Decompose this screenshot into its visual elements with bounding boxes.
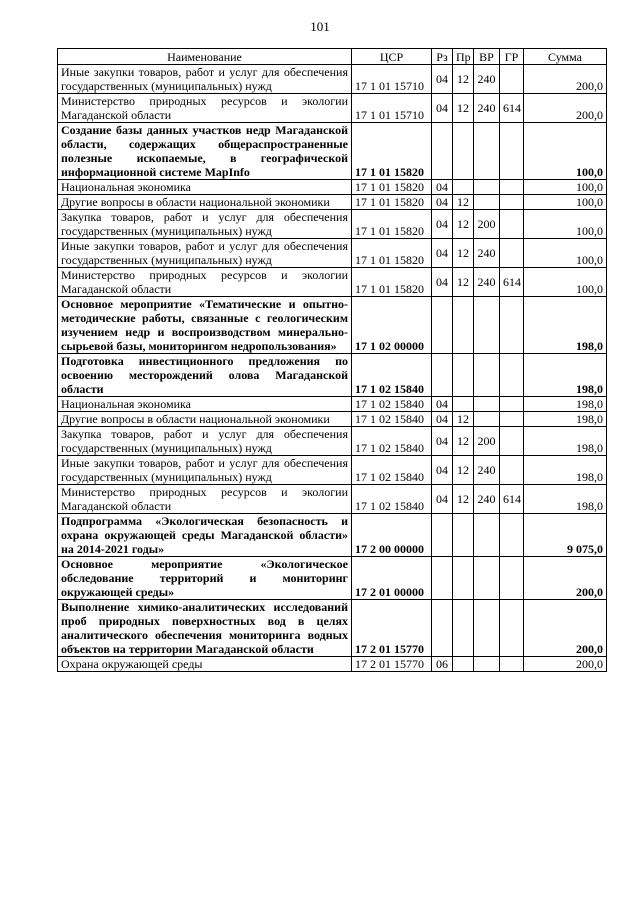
cell-gr <box>500 354 524 397</box>
cell-vr: 200 <box>474 210 500 239</box>
cell-gr <box>500 657 524 672</box>
cell-sum: 198,0 <box>524 354 607 397</box>
table-row <box>58 354 607 397</box>
cell-vr: 240 <box>474 65 500 94</box>
cell-name: Закупка товаров, работ и услуг для обеспечения государственных (муниципальных) нужд <box>58 427 352 456</box>
table-row <box>58 657 607 672</box>
cell-csr: 17 1 02 15840 <box>352 397 432 412</box>
cell-vr: 240 <box>474 485 500 514</box>
cell-sum: 100,0 <box>524 210 607 239</box>
cell-sum: 200,0 <box>524 94 607 123</box>
cell-gr <box>500 600 524 657</box>
table-row <box>58 485 607 514</box>
cell-pr: 12 <box>453 239 474 268</box>
cell-csr: 17 1 02 15840 <box>352 456 432 485</box>
cell-gr <box>500 123 524 180</box>
cell-gr: 614 <box>500 94 524 123</box>
cell-name: Выполнение химико-аналитических исследований проб природных поверхностных вод в целях аналитического обеспечения мониторинга водных объектов на территории Магаданской области <box>58 600 352 657</box>
table-row <box>58 180 607 195</box>
cell-rz: 04 <box>432 65 453 94</box>
cell-sum: 100,0 <box>524 195 607 210</box>
cell-vr <box>474 180 500 195</box>
cell-pr <box>453 657 474 672</box>
cell-vr: 240 <box>474 456 500 485</box>
cell-rz: 04 <box>432 397 453 412</box>
cell-rz: 04 <box>432 239 453 268</box>
cell-pr: 12 <box>453 94 474 123</box>
cell-sum: 100,0 <box>524 180 607 195</box>
cell-rz <box>432 514 453 557</box>
cell-pr <box>453 557 474 600</box>
cell-rz: 04 <box>432 427 453 456</box>
table-row <box>58 397 607 412</box>
cell-name: Создание базы данных участков недр Магаданской области, содержащих общераспространенные полезные ископаемые, в географической информационной системе MapInfo <box>58 123 352 180</box>
cell-gr <box>500 456 524 485</box>
cell-vr <box>474 412 500 427</box>
cell-pr: 12 <box>453 268 474 297</box>
cell-rz <box>432 354 453 397</box>
cell-vr <box>474 600 500 657</box>
cell-csr: 17 1 01 15820 <box>352 123 432 180</box>
table-row <box>58 600 607 657</box>
cell-sum: 198,0 <box>524 397 607 412</box>
cell-rz: 04 <box>432 180 453 195</box>
cell-pr: 12 <box>453 65 474 94</box>
cell-gr <box>500 65 524 94</box>
cell-csr: 17 1 01 15710 <box>352 65 432 94</box>
cell-rz: 04 <box>432 210 453 239</box>
cell-vr <box>474 297 500 354</box>
cell-pr <box>453 397 474 412</box>
cell-name: Иные закупки товаров, работ и услуг для обеспечения государственных (муниципальных) нужд <box>58 65 352 94</box>
cell-sum: 198,0 <box>524 427 607 456</box>
cell-name: Министерство природных ресурсов и экологии Магаданской области <box>58 268 352 297</box>
cell-sum: 200,0 <box>524 557 607 600</box>
cell-csr: 17 1 02 15840 <box>352 427 432 456</box>
table-row <box>58 239 607 268</box>
cell-pr: 12 <box>453 210 474 239</box>
cell-csr: 17 2 01 00000 <box>352 557 432 600</box>
cell-vr: 200 <box>474 427 500 456</box>
cell-rz <box>432 297 453 354</box>
cell-rz <box>432 557 453 600</box>
table-row <box>58 557 607 600</box>
cell-sum: 100,0 <box>524 268 607 297</box>
cell-csr: 17 1 01 15820 <box>352 195 432 210</box>
column-header-rz: Рз <box>432 49 453 65</box>
cell-csr: 17 2 01 15770 <box>352 600 432 657</box>
page-number: 101 <box>310 19 330 34</box>
cell-sum: 198,0 <box>524 412 607 427</box>
cell-gr <box>500 195 524 210</box>
cell-gr <box>500 412 524 427</box>
cell-sum: 200,0 <box>524 600 607 657</box>
table-row <box>58 210 607 239</box>
cell-vr <box>474 354 500 397</box>
cell-sum: 100,0 <box>524 123 607 180</box>
cell-gr <box>500 557 524 600</box>
column-header-pr: Пр <box>453 49 474 65</box>
cell-gr <box>500 180 524 195</box>
cell-name: Министерство природных ресурсов и экологии Магаданской области <box>58 485 352 514</box>
table-row <box>58 514 607 557</box>
cell-name: Другие вопросы в области национальной экономики <box>58 195 352 210</box>
column-header-vr: ВР <box>474 49 500 65</box>
table-row <box>58 123 607 180</box>
cell-rz <box>432 123 453 180</box>
table-row <box>58 268 607 297</box>
cell-name: Национальная экономика <box>58 397 352 412</box>
table-row <box>58 412 607 427</box>
cell-vr <box>474 657 500 672</box>
table-row <box>58 94 607 123</box>
cell-csr: 17 2 00 00000 <box>352 514 432 557</box>
cell-name: Основное мероприятие «Экологическое обследование территорий и мониторинг окружающей среды» <box>58 557 352 600</box>
table-header-row <box>58 49 607 65</box>
cell-vr <box>474 397 500 412</box>
cell-rz: 04 <box>432 456 453 485</box>
cell-pr: 12 <box>453 412 474 427</box>
cell-gr <box>500 397 524 412</box>
cell-csr: 17 1 02 15840 <box>352 485 432 514</box>
cell-pr <box>453 600 474 657</box>
cell-vr <box>474 195 500 210</box>
cell-name: Подпрограмма «Экологическая безопасность и охрана окружающей среды Магаданской области» на 2014-2021 годы» <box>58 514 352 557</box>
cell-name: Другие вопросы в области национальной экономики <box>58 412 352 427</box>
cell-rz: 04 <box>432 412 453 427</box>
cell-csr: 17 1 02 15840 <box>352 354 432 397</box>
cell-rz: 04 <box>432 94 453 123</box>
budget-table <box>57 48 607 672</box>
column-header-gr: ГР <box>500 49 524 65</box>
cell-csr: 17 1 01 15820 <box>352 239 432 268</box>
cell-gr <box>500 427 524 456</box>
cell-vr: 240 <box>474 94 500 123</box>
table-row <box>58 195 607 210</box>
cell-csr: 17 1 02 15840 <box>352 412 432 427</box>
cell-rz: 04 <box>432 268 453 297</box>
cell-sum: 198,0 <box>524 485 607 514</box>
cell-pr <box>453 123 474 180</box>
cell-csr: 17 1 01 15820 <box>352 268 432 297</box>
cell-vr: 240 <box>474 239 500 268</box>
cell-csr: 17 1 02 00000 <box>352 297 432 354</box>
cell-rz: 04 <box>432 195 453 210</box>
cell-rz <box>432 600 453 657</box>
cell-name: Иные закупки товаров, работ и услуг для обеспечения государственных (муниципальных) нужд <box>58 456 352 485</box>
table-row <box>58 297 607 354</box>
table-row <box>58 65 607 94</box>
cell-name: Иные закупки товаров, работ и услуг для обеспечения государственных (муниципальных) нужд <box>58 239 352 268</box>
cell-rz: 04 <box>432 485 453 514</box>
cell-sum: 100,0 <box>524 239 607 268</box>
cell-pr <box>453 514 474 557</box>
cell-rz: 06 <box>432 657 453 672</box>
cell-sum: 200,0 <box>524 657 607 672</box>
cell-csr: 17 1 01 15820 <box>352 210 432 239</box>
cell-pr: 12 <box>453 485 474 514</box>
cell-csr: 17 1 01 15820 <box>352 180 432 195</box>
cell-csr: 17 2 01 15770 <box>352 657 432 672</box>
column-header-name: Наименование <box>58 49 352 65</box>
table-row <box>58 456 607 485</box>
cell-name: Министерство природных ресурсов и экологии Магаданской области <box>58 94 352 123</box>
cell-pr <box>453 354 474 397</box>
cell-sum: 198,0 <box>524 456 607 485</box>
cell-vr <box>474 123 500 180</box>
cell-gr: 614 <box>500 485 524 514</box>
cell-sum: 198,0 <box>524 297 607 354</box>
cell-sum: 9 075,0 <box>524 514 607 557</box>
cell-gr: 614 <box>500 268 524 297</box>
table-row <box>58 427 607 456</box>
cell-name: Закупка товаров, работ и услуг для обеспечения государственных (муниципальных) нужд <box>58 210 352 239</box>
column-header-csr: ЦСР <box>352 49 432 65</box>
cell-csr: 17 1 01 15710 <box>352 94 432 123</box>
table-body <box>58 65 607 672</box>
cell-gr <box>500 239 524 268</box>
cell-pr <box>453 297 474 354</box>
cell-pr: 12 <box>453 195 474 210</box>
cell-name: Национальная экономика <box>58 180 352 195</box>
cell-pr: 12 <box>453 427 474 456</box>
cell-pr: 12 <box>453 456 474 485</box>
cell-name: Основное мероприятие «Тематические и опытно-методические работы, связанные с геологическим изучением недр и воспроизводством минерально-сырьевой базы, мониторингом недропользования» <box>58 297 352 354</box>
cell-name: Подготовка инвестиционного предложения по освоению месторождений олова Магаданской области <box>58 354 352 397</box>
cell-pr <box>453 180 474 195</box>
cell-gr <box>500 210 524 239</box>
cell-vr <box>474 557 500 600</box>
cell-vr <box>474 514 500 557</box>
cell-sum: 200,0 <box>524 65 607 94</box>
cell-name: Охрана окружающей среды <box>58 657 352 672</box>
cell-gr <box>500 514 524 557</box>
column-header-sum: Сумма <box>524 49 607 65</box>
cell-vr: 240 <box>474 268 500 297</box>
cell-gr <box>500 297 524 354</box>
